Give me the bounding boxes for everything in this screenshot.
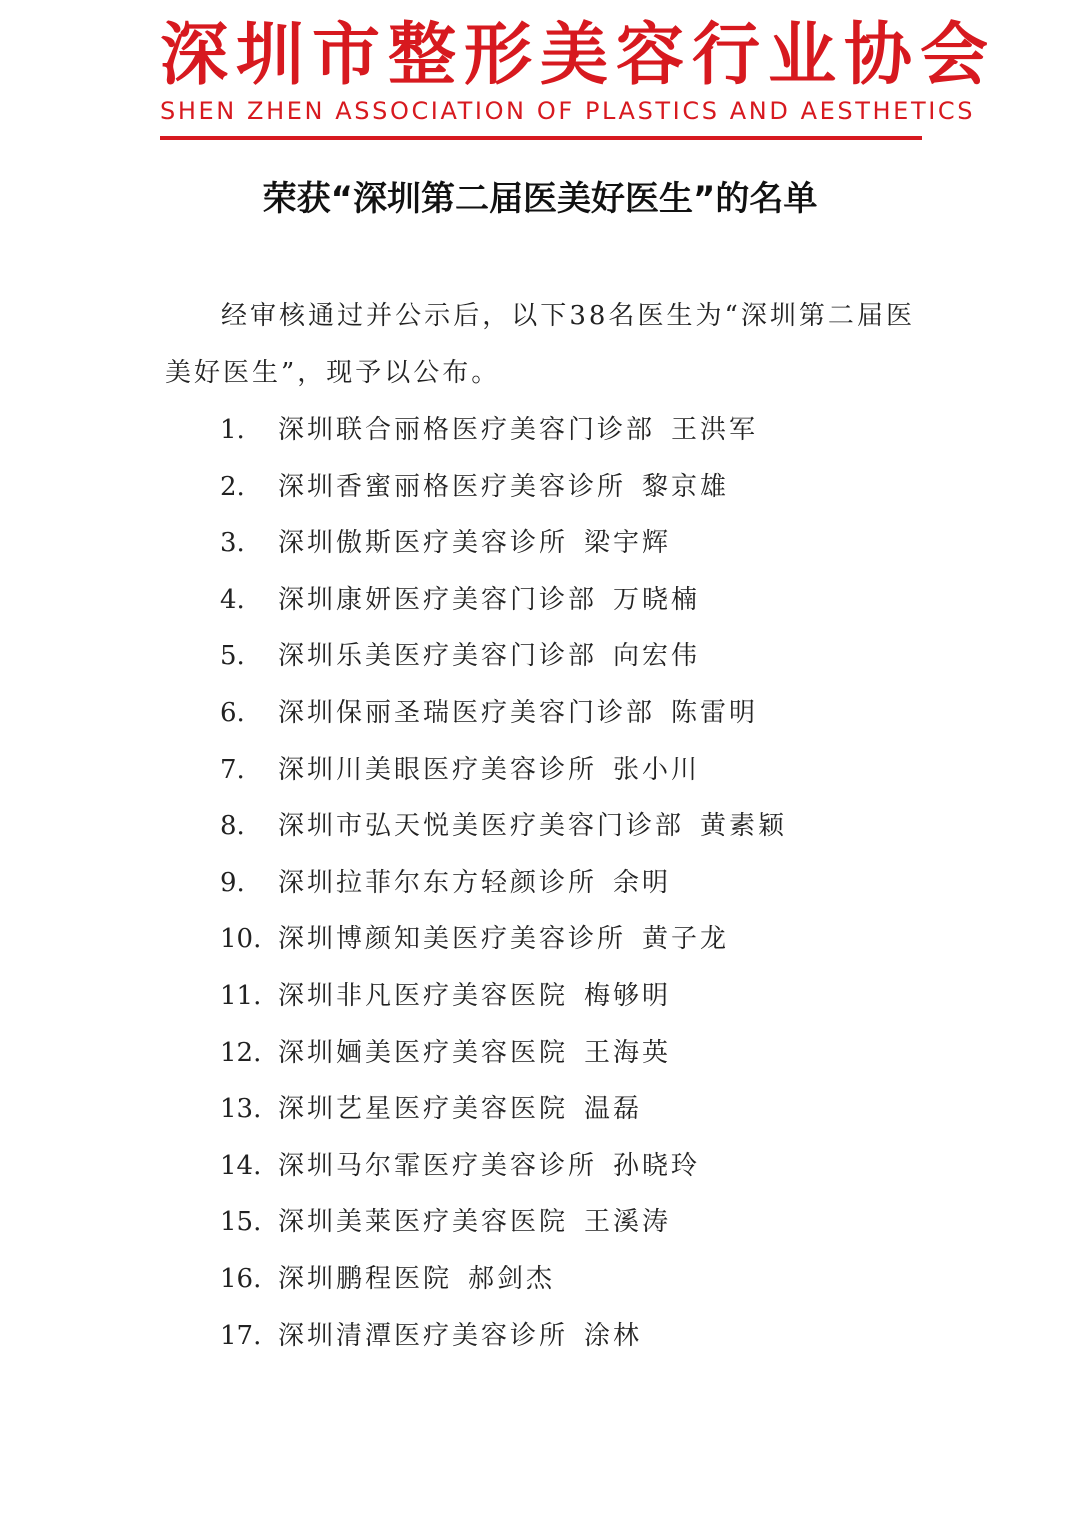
doctor-list [220,402,787,1364]
doctor-name: 黎京雄 [642,471,730,502]
institution-name: 深圳乐美医疗美容门诊部 [278,641,598,672]
institution-name: 深圳傲斯医疗美容诊所 [278,528,569,559]
institution-name: 深圳艺星医疗美容医院 [278,1094,569,1125]
list-item [220,1308,787,1365]
list-item [220,628,787,685]
list-item-number: 13. [220,1094,262,1125]
list-item [220,459,787,516]
doctor-name: 梁宇辉 [584,528,672,559]
list-item-number: 7. [220,754,245,785]
organization-name-chinese: 深圳市整形美容行业协会 [160,16,997,95]
list-item-number: 6. [220,697,245,728]
list-item [220,1138,787,1195]
list-item-number: 8. [220,811,245,842]
doctor-name: 温磊 [584,1094,643,1125]
list-item [220,572,787,629]
doctor-name: 黄素颖 [700,811,788,842]
institution-name: 深圳马尔霏医疗美容诊所 [278,1150,598,1181]
doctor-name: 孙晓玲 [613,1150,701,1181]
list-item [220,1025,787,1082]
institution-name: 深圳非凡医疗美容医院 [278,980,569,1011]
list-item [220,742,787,799]
list-item [220,798,787,855]
institution-name: 深圳婳美医疗美容医院 [278,1037,569,1068]
doctor-name: 陈雷明 [671,697,759,728]
institution-name: 深圳美莱医疗美容医院 [278,1207,569,1238]
doctor-name: 王洪军 [671,415,759,445]
institution-name: 深圳联合丽格医疗美容门诊部 [278,415,656,445]
doctor-name: 涂林 [584,1320,643,1351]
list-item-number: 16. [220,1263,262,1294]
organization-name-english: SHEN ZHEN ASSOCIATION OF PLASTICS AND AESTHETICS [160,97,976,125]
list-item [220,402,787,459]
list-item [220,968,787,1025]
institution-name: 深圳鹏程医院 [278,1263,453,1294]
list-item-number: 11. [220,980,262,1011]
list-item-number: 3. [220,528,245,559]
letterhead-divider [160,136,922,140]
list-item [220,515,787,572]
letterhead [160,16,997,140]
institution-name: 深圳博颜知美医疗美容诊所 [278,924,627,955]
doctor-name: 梅够明 [584,980,672,1011]
doctor-name: 向宏伟 [613,641,701,672]
institution-name: 深圳香蜜丽格医疗美容诊所 [278,471,627,502]
doctor-name: 余明 [613,867,672,898]
doctor-name: 黄子龙 [642,924,730,955]
list-item-number: 9. [220,867,245,898]
list-item-number: 10. [220,924,262,955]
doctor-name: 王溪涛 [584,1207,672,1238]
list-item [220,685,787,742]
list-item [220,1194,787,1251]
list-item-number: 15. [220,1207,262,1238]
list-item-number: 12. [220,1037,262,1068]
list-item [220,1251,787,1308]
institution-name: 深圳保丽圣瑞医疗美容门诊部 [278,697,656,728]
list-item [220,855,787,912]
list-item-number: 1. [220,415,245,445]
list-item-number: 17. [220,1320,262,1351]
institution-name: 深圳川美眼医疗美容诊所 [278,754,598,785]
document-title: 荣获“深圳第二届医美好医生”的名单 [262,179,818,219]
list-item [220,1081,787,1138]
doctor-name: 王海英 [584,1037,672,1068]
list-item-number: 5. [220,641,245,672]
intro-paragraph: 经审核通过并公示后，以下38名医生为“深圳第二届医美好医生”，现予以公布。 [165,301,915,388]
list-item-number: 4. [220,584,245,615]
doctor-name: 郝剑杰 [468,1263,556,1294]
list-item-number: 2. [220,471,245,502]
list-item [220,911,787,968]
institution-name: 深圳市弘天悦美医疗美容门诊部 [278,811,685,842]
doctor-name: 张小川 [613,754,701,785]
list-item-number: 14. [220,1150,262,1181]
institution-name: 深圳清潭医疗美容诊所 [278,1320,569,1351]
doctor-name: 万晓楠 [613,584,701,615]
institution-name: 深圳拉菲尔东方轻颜诊所 [278,867,598,898]
institution-name: 深圳康妍医疗美容门诊部 [278,584,598,615]
